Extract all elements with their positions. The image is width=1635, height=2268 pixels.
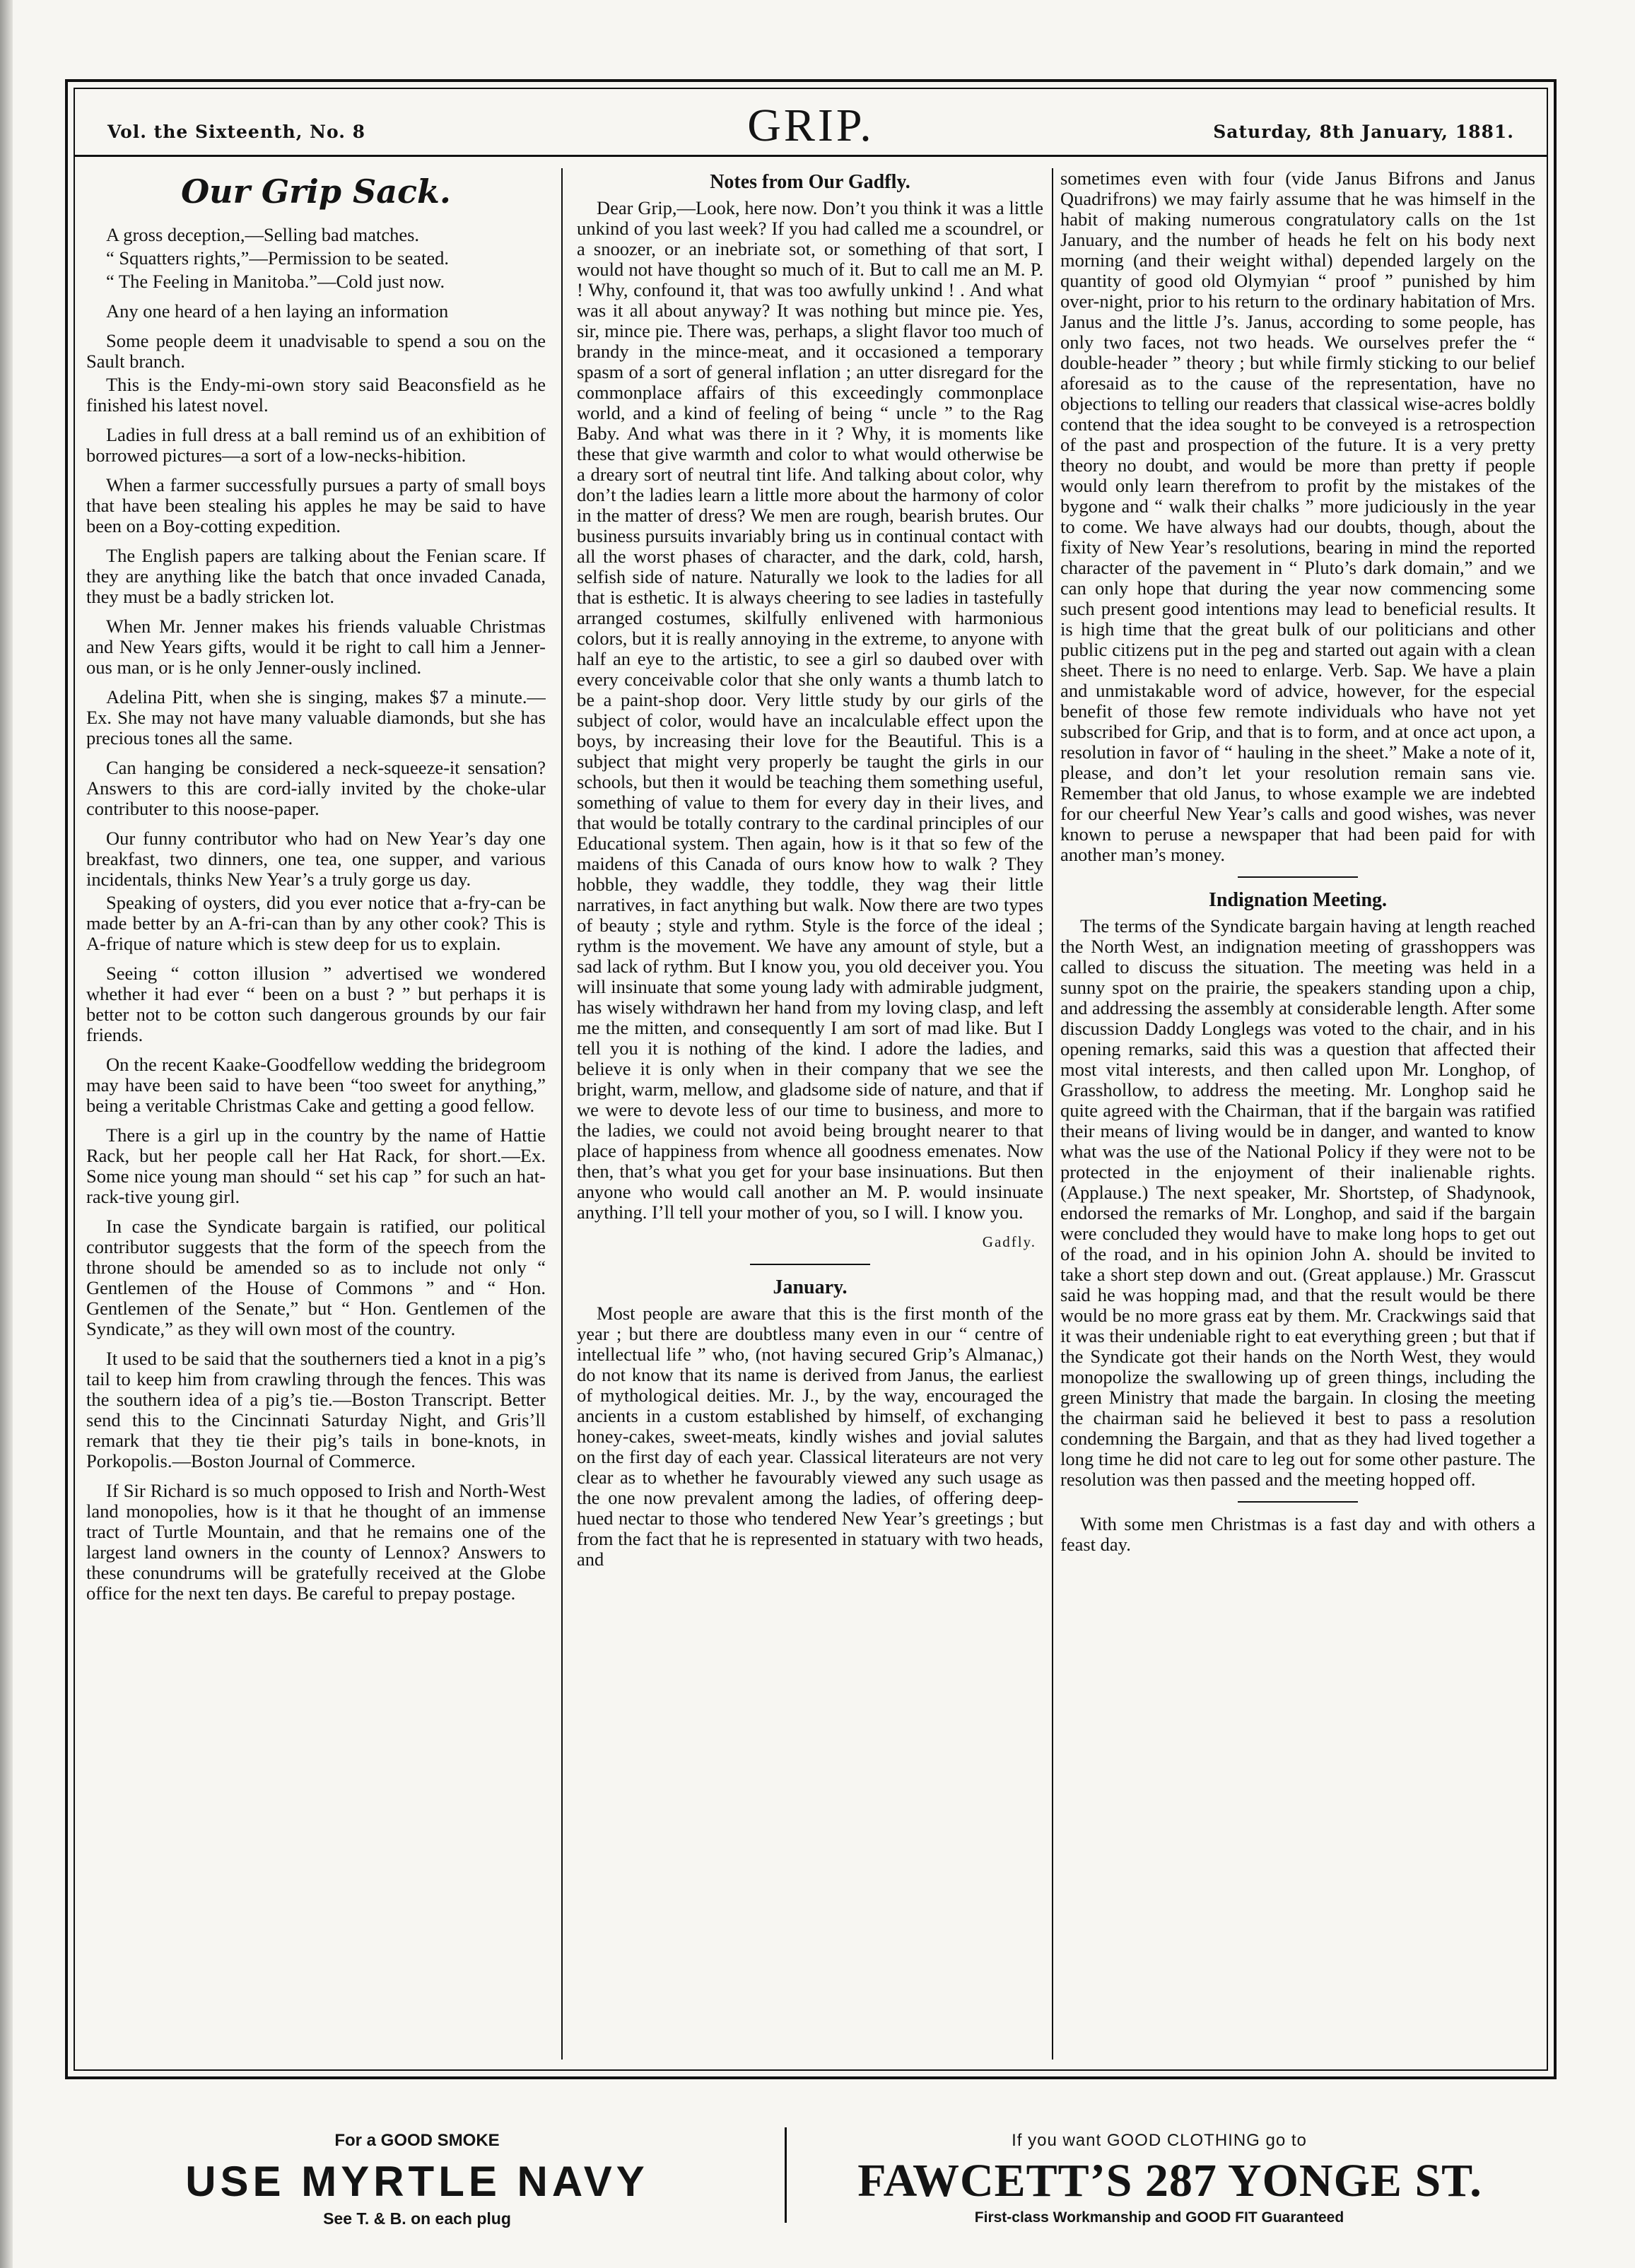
january-text: Most people are aware that this is the first month of the year ; but there are doubtless many even in our “ centre of intellectual life ” who, (not having secured Grip’s Almanac,) do not know that its name is derived from Janus, the earliest of mythological deities. Mr. J., by the way, encouraged the ancients in a custom established by himself, of exchanging honey-cakes, sweet-meats, kindly wishes and jovial salutes on the first day of each year. Classical literateurs are not very clear as to whether he favourably viewed any such usage as the one now prevalent among the ladies, of offering deep-hued nectar to those who tendered New Year’s greetings ; but from the fact that he is represented in statuary with two heads, and [577, 1303, 1043, 1570]
column-divider-2 [1052, 168, 1053, 2060]
grip-sack-item: When Mr. Jenner makes his friends valuable Christmas and New Years gifts, would it be right to call him a Jenner-ous man, or is he only Jenner-ously inclined. [86, 616, 546, 678]
myrtle-navy-ad-tagline: For a GOOD SMOKE [334, 2131, 500, 2150]
grip-sack-item: The English papers are talking about the Fenian scare. If they are anything like the batch that once invaded Canada, they must be a badly stricken lot. [86, 545, 546, 607]
fawcett-ad-tagline: If you want GOOD CLOTHING go to [1012, 2131, 1307, 2150]
grip-sack-item: Can hanging be considered a neck-squeeze-it sensation? Answers to this are cord-ially invited by the choke-ular contributer to this noose-paper. [86, 757, 546, 819]
grip-sack-item: “ Squatters rights,”—Permission to be seated. [106, 247, 450, 269]
fawcett-ad-headline: FAWCETT’S 287 YONGE ST. [857, 2155, 1482, 2207]
closing-quip: With some men Christmas is a fast day and with others a feast day. [1060, 1513, 1535, 1555]
fawcett-ad-footer: First-class Workmanship and GOOD FIT Guaranteed [974, 2209, 1344, 2226]
grip-sack-item: “ The Feeling in Manitoba.”—Cold just now. [106, 271, 445, 292]
grip-sack-item: There is a girl up in the country by the name of Hattie Rack, but her people call her Hat Rack, for short.—Ex. Some nice young man should “ set his cap ” for such an hat-rack-tive young girl. [86, 1124, 546, 1207]
grip-sack-item: This is the Endy-mi-own story said Beaconsfield as he finished his latest novel. [86, 374, 546, 416]
grip-sack-item: Adelina Pitt, when she is singing, makes $7 a minute.—Ex. She may not have many valuable diamonds, but she has precious tones all the same. [86, 686, 546, 748]
grip-sack-item: Speaking of oysters, did you ever notice that a-fry-can be made better by an A-fri-can than by any other cook? This is A-frique of nature which is stew deep for us to explain. [86, 892, 546, 954]
grip-sack-item: Any one heard of a hen laying an information [106, 300, 449, 322]
grip-sack-item: Seeing “ cotton illusion ” advertised we wondered whether it had ever “ been on a bust ? ” but perhaps it is better not to be cotton such dangerous grounds by our fair friends. [86, 963, 546, 1045]
section-rule [1238, 1501, 1358, 1503]
indignation-meeting-text: The terms of the Syndicate bargain having at length reached the North West, an indignation meeting of grasshoppers was called to discuss the situation. The meeting was held in a sunny spot on the prairie, the speakers standing upon a chip, and addressing the assembly at considerable length. After some discussion Daddy Longlegs was voted to the chair, and in his opening remarks, said this was a question that affected their most vital interests, and then called upon Mr. Longhop, of Grasshollow, to address the meeting. Mr. Longhop said he quite agreed with the Chairman, that if the bargain was ratified their means of living would be in danger, and wanted to know what was the use of the National Policy if they were not to be protected in the enjoyment of their inalienable rights. (Applause.) The next speaker, Mr. Shortstep, of Shadynook, endorsed the remarks of Mr. Longhop, and said if the bargain were concluded they would have to make long hops to get out of the road, and in his opinion John A. should be invited to take a short step down and out. (Great applause.) Mr. Grasscut said he was hopping mad, and that the result would be there would be no more grass eat by them. Mr. Crackwings said that it was their undeniable right to eat everything green ; but that if the Syndicate got their hands on the North West, they would monopolize the swallowing up of green things, including the green Ministry that made the bargain. In closing the meeting the chairman said he believed it best to pass a resolution condemning the Bargain, and that as they had lived together a long time he did not care to leg out for some other pasture. The resolution was then passed and the meeting hopped off. [1060, 915, 1535, 1490]
column-gadfly-january [577, 168, 1043, 2059]
indignation-meeting-heading: Indignation Meeting. [1208, 889, 1388, 911]
grip-sack-heading: Our Grip Sack. [181, 172, 451, 211]
gadfly-letter: Dear Grip,—Look, here now. Don’t you think it was a little unkind of you last week? If you had called me a scoundrel, or a snoozer, or an inebriate sot, or something of that sort, I would not have thought so much of it. But to call me an M. P. ! Why, confound it, that was too awfully unkind ! . And what was it all about anyway? It was nothing but mince pie. Yes, sir, mince pie. There was, perhaps, a slight flavor too much of brandy in the mince-meat, and it occasioned a temporary spasm of a sort of general inflation ; an utter disregard for the commonplace affairs of this exceedingly commonplace world, and a kind of feeling of being “ uncle ” to the Rag Baby. And what was there in it ? Why, it is moments like these that give warmth and color to what would otherwise be a dreary sort of neutral tint life. And talking about color, why don’t the ladies learn a little more about the harmony of color in the matter of dress? We men are rough, bearish brutes. Our business pursuits invariably bring us in continual contact with all the worst phases of character, and the dark, cold, harsh, selfish side of nature. Naturally we look to the ladies for all that is esthetic. It is always cheering to see ladies in tastefully arranged costumes, skilfully enlivened with harmonious colors, but it is really annoying in the extreme, to anyone with half an eye to the artistic, to see a girl so daubed over with every conceivable color that she only wants a thumb latch to be a paint-shop door. Very little study by our girls of the subject of color, would have an incalculable effect upon the boys, by increasing their love for the Beautiful. This is a subject that might very properly be taught the girls in our schools, but then it would be teaching them something useful, something of value to them for every day in their lives, and that would be totally contrary to the cardinal principles of our Educational system. Then again, how is it that so few of the maidens of this Canada of ours know how to walk ? They hobble, they waddle, they toddle, they wag their little narratives, in fact anything but walk. Now there are two types of beauty ; style and rythm. Style is the force of the ideal ; rythm is the movement. We have any amount of style, but a sad lack of rythm. But I know you, you old deceiver you. You will insinuate that some young lady with admirable judgment, has wisely withdrawn her hand from my loving clasp, and left me the mitten, and consequently I am sort of mad like. But I tell you it is nothing of the kind. I adore the ladies, and believe it is only when in their company that we see the bright, warm, mellow, and gladsome side of nature, and that if we were to devote less of our time to business, and more to the ladies, we could not avoid being brought nearer to that place of happiness from whence all goodness emenates. Now then, that’s what you get for your base insinuations. But then anyone who would call another an M. P. would insinuate anything. I’ll tell your mother of you, so I will. I know you. [577, 197, 1043, 1223]
grip-sack-item: Our funny contributor who had on New Year’s day one breakfast, two dinners, one tea, one supper, and various incidentals, thinks New Year’s a truly gorge us day. [86, 828, 546, 890]
grip-sack-item: In case the Syndicate bargain is ratified, our political contributor suggests that the form of the speech from the throne should be amended so as to include not only “ Gentlemen of the House of Commons ” and “ Hon. Gentlemen of the Senate,” but “ Hon. Gentlemen of the Syndicate,” as they will own most of the country. [86, 1216, 546, 1339]
grip-sack-item: When a farmer successfully pursues a party of small boys that have been stealing his apples he may be said to have been on a Boy-cotting expedition. [86, 474, 546, 536]
grip-sack-item: A gross deception,—Selling bad matches. [106, 224, 420, 245]
page-binding-edge [0, 0, 13, 2268]
gadfly-heading: Notes from Our Gadfly. [710, 171, 910, 193]
january-continued-text: sometimes even with four (vide Janus Bifrons and Janus Quadrifrons) we may fairly assume that he was himself in the habit of making numerous congratulatory calls on the 1st January, and the number of heads he felt on his body next morning (and their weight withal) depended largely on the quantity of good old Olymyian “ proof ” punished by him over-night, prior to his return to the ordinary habitation of Mrs. Janus and the little J’s. Janus, according to some people, has only two faces, not two heads. We ourselves prefer the “ double-header ” theory ; but while firmly sticking to our belief aforesaid as to the cause of the representation, have no objections to telling our readers that classical wise-acres boldly contend that the idea sought to be conveyed is a retrospection of the past and prospection of the future. It is a very pretty theory no doubt, and would be more than pretty if people would only learn therefrom to profit by the mistakes of the bygone and “ walk their chalks ” more judiciously in the year to come. We have always had our doubts, though, about the fixity of New Year’s resolutions, bearing in mind the reported character of the pavement in “ Pluto’s dark domain,” and we can only hope that during the year now commencing some such present good intentions may lead to beneficial results. It is high time that the great bulk of our politicians and other public citizens put in the peg and started out again with a clean sheet. There is no need to enlarge. Verb. Sap. We have a plain and unmistakable word of advice, however, for the especial benefit of those few remote individuals who have not yet subscribed for Grip, and that is to form, and at once act upon, a resolution in favor of “ hauling in the sheet.” Make a note of it, please, and don’t let your resolution remain sans vie. Remember that old Janus, to whose example we are indebted for our cheerful New Year’s calls and good wishes, was never known to peruse a newspaper that had been paid for with another man’s money. [1060, 168, 1535, 865]
column-divider-1 [561, 168, 563, 2060]
myrtle-navy-ad-headline: USE MYRTLE NAVY [185, 2158, 649, 2205]
grip-sack-item: Some people deem it unadvisable to spend a sou on the Sault branch. [86, 330, 546, 372]
masthead [74, 88, 1548, 157]
section-rule [1238, 876, 1358, 878]
grip-sack-item: It used to be said that the southerners tied a knot in a pig’s tail to keep him from crawling through the fences. This was the southern idea of a pig’s tie.—Boston Transcript. Better send this to the Cincinnati Saturday Night, and Gris’ll remark that they tie their pig’s tails in bone-knots, in Porkopolis.—Boston Journal of Commerce. [86, 1348, 546, 1471]
gadfly-signature: Gadfly. [982, 1233, 1036, 1250]
grip-sack-item: On the recent Kaake-Goodfellow wedding the bridegroom may have been said to have been “too sweet for anything,” being a veritable Christmas Cake and getting a good fellow. [86, 1054, 546, 1116]
volume-number: Vol. the Sixteenth, No. 8 [107, 122, 366, 142]
column-january-meeting [1060, 168, 1535, 2059]
january-heading: January. [773, 1276, 848, 1298]
issue-date: Saturday, 8th January, 1881. [1213, 122, 1514, 142]
ads-divider [785, 2127, 787, 2223]
myrtle-navy-ad-footer: See T. & B. on each plug [323, 2209, 511, 2228]
newspaper-title: GRIP. [747, 100, 874, 151]
column-grip-sack [86, 168, 546, 2059]
grip-sack-item: Ladies in full dress at a ball remind us of an exhibition of borrowed pictures—a sort of a low-necks-hibition. [86, 424, 546, 466]
grip-sack-item: If Sir Richard is so much opposed to Irish and North-West land monopolies, how is it that he thought of an immense tract of Turtle Mountain, and that he remains one of the largest land owners in the county of Lennox? Answers to these conundrums will be gratefully received at the Globe office for the next ten days. Be careful to prepay postage. [86, 1480, 546, 1604]
section-rule [750, 1264, 870, 1265]
